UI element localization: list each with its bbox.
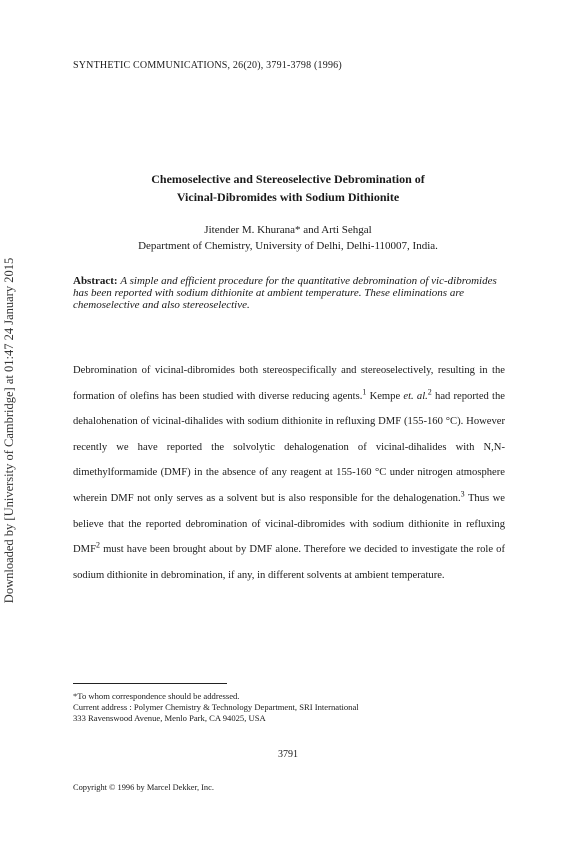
title-line-1: Chemoselective and Stereoselective Debromination of bbox=[151, 172, 425, 186]
reference-3: 3 bbox=[460, 489, 465, 499]
copyright-notice: Copyright © 1996 by Marcel Dekker, Inc. bbox=[73, 783, 214, 792]
page-number: 3791 bbox=[278, 749, 298, 760]
body-text-segment: Thus we believe that the reported debromination of vicinal-dibromides with sodium dithionite in refluxing DMF bbox=[73, 492, 505, 556]
article-title bbox=[72, 170, 504, 206]
reference-2: 2 bbox=[427, 387, 432, 397]
abstract-text: A simple and efficient procedure for the quantitative debromination of vic-dibromides has been reported with sodium dithionite at ambient temperature. These eliminations are chemoselective and also stereoselective. bbox=[73, 275, 497, 311]
title-line-2: Vicinal-Dibromides with Sodium Dithionite bbox=[176, 190, 400, 204]
body-text-segment: Debromination of vicinal-dibromides both stereospecifically and stereoselectively, resulting in the formation of olefins has been studied with diverse reducing agents. bbox=[73, 365, 505, 402]
author-names: Jitender M. Khurana* and Arti Sehgal bbox=[204, 224, 372, 236]
reference-1: 1 bbox=[362, 387, 367, 397]
body-paragraph bbox=[73, 358, 505, 588]
download-note: Downloaded by [University of Cambridge] at 01:47 24 January 2015 bbox=[2, 257, 17, 603]
abstract bbox=[73, 275, 505, 311]
journal-header: SYNTHETIC COMMUNICATIONS, 26(20), 3791-3798 (1996) bbox=[73, 60, 342, 71]
body-text-segment: must have been brought about by DMF alone. Therefore we decided to investigate the role of sodium dithionite in debromination, if any, in different solvents at ambient temperature. bbox=[73, 544, 505, 581]
footnotes bbox=[73, 691, 505, 724]
body-text-segment: had reported the dehalohenation of vicinal-dihalides with sodium dithionite in refluxing DMF (155-160 °C). However recently we have reported the solvolytic dehalogenation of vicinal-dihalides with N,N-dimethylformamide (DMF) in the absence of any reagent at 155-160 °C under nitrogen atmosphere wherein DMF not only serves as a solvent but is also responsible for the dehalogenation. bbox=[73, 390, 505, 504]
body-text-segment: Kempe bbox=[366, 390, 404, 402]
footnote-divider bbox=[73, 683, 227, 684]
abstract-label: Abstract: bbox=[73, 275, 118, 287]
author-block bbox=[72, 222, 504, 254]
footnote-correspondence: *To whom correspondence should be addressed. bbox=[73, 691, 240, 701]
et-al: et. al. bbox=[403, 390, 428, 402]
download-watermark bbox=[1, 240, 19, 620]
affiliation: Department of Chemistry, University of Delhi, Delhi-110007, India. bbox=[138, 240, 438, 252]
footnote-address-1: Current address : Polymer Chemistry & Technology Department, SRI International bbox=[73, 702, 359, 712]
footnote-address-2: 333 Ravenswood Avenue, Menlo Park, CA 94025, USA bbox=[73, 713, 266, 723]
body-text bbox=[73, 358, 505, 588]
reference-2-repeat: 2 bbox=[95, 540, 100, 550]
